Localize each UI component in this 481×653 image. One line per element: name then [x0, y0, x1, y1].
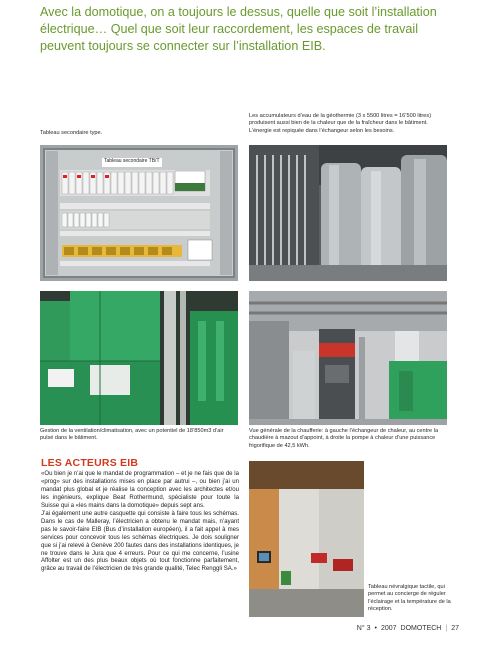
footer-separator: |: [445, 625, 448, 632]
section-title: LES ACTEURS EIB: [41, 457, 139, 469]
body-paragraph: «Ou bien je n’ai que le mandat de programmation – et je ne fais que de la «prog» sur des installations mises en place par autrui –, ou bien j’ai un mandat plus global et je réalise la conception avec les architectes et/ou les ingénieurs, explique Beat Rothermund, spécialiste pour toute la Suisse qui a «les mains dans la domotique» depuis sept ans.: [41, 471, 239, 509]
body-paragraph: J’ai également une autre casquette qui consiste à faire tous les schémas. Dans le cas de Malleray, l’électricien a obtenu le mandat mais, n’ayant pas le savoir-faire EIB (Bus d’installation européen), il a fait appel à mes services pour concevoir tous les schémas électriques. Je dois souligner que si j’ai relevé à Genève 200 fautes dans des installations identiques, je ne trouve dans le Jura que 4 erreurs. Pour ce qui me concerne, l’usine Affolter est un des plus beaux objets où tout fonctionne parfaitement, grâce au travail de l’électricien de très grande qualité, Telec Renggli SA.»: [41, 510, 239, 573]
panel-label: Tableau secondaire TB/T: [104, 158, 160, 164]
photo-electrical-panel: [40, 145, 238, 281]
page-number: 27: [451, 625, 459, 632]
lead-paragraph: Avec la domotique, on a toujours le dessus, quelle que soit l’installation électrique… Quel que soit leur raccordement, les espaces de travail peuvent toujours se connecter sur l’installation EIB.: [40, 5, 437, 53]
caption-boiler: Vue générale de la chaufferie: à gauche l’échangeur de chaleur, au centre la chaudière à mazout d’appoint, à droite la pompe à chaleur d’une puissance frigorifique de 42,5 kWh.: [249, 428, 439, 449]
caption-panel: Tableau secondaire type.: [40, 130, 103, 136]
article-body: [41, 471, 239, 574]
caption-reception: Tableau névralgique tactile, qui permet au concierge de réguler l’éclairage et la température de la réception.: [368, 584, 451, 613]
caption-tanks: Les accumulateurs d’eau de la géothermie (3 x 5500 litres = 16’500 litres) produisent aussi bien de la chaleur que de la fraîcheur dans le bâtiment. L’énergie est repiquée dans l’échangeur selon les besoins.: [249, 113, 432, 134]
photo-boiler-room: [249, 291, 447, 425]
issue-number: N° 3: [356, 625, 371, 632]
photo-water-tanks: [249, 145, 447, 281]
page-footer: [357, 625, 459, 632]
footer-bullet: •: [374, 625, 377, 632]
magazine-name: DOMOTECH: [400, 625, 442, 632]
photo-reception: [249, 461, 364, 617]
photo-ventilation: [40, 291, 238, 425]
caption-ventilation: Gestion de la ventilation/climatisation, avec un potentiel de 18’850m3 d’air pulsé dans le bâtiment.: [40, 428, 224, 442]
issue-year: 2007: [380, 625, 397, 632]
